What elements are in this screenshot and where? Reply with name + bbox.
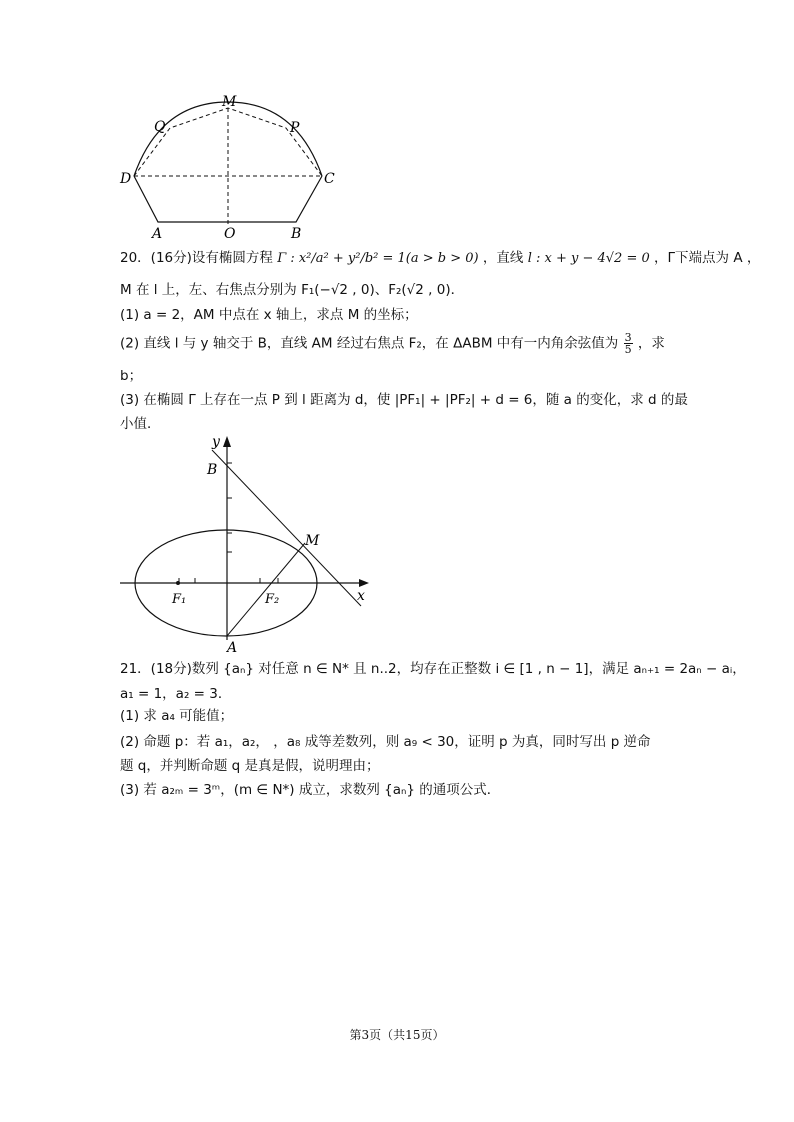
q21-part2: (2) 命题 p：若 a₁，a₂， ，a₈ 成等差数列，则 a₉ < 30，证明 p 为真，同时写出 p 逆命 <box>120 734 651 750</box>
label-F2: F₂ <box>265 592 280 607</box>
fraction-denominator: 5 <box>624 343 632 356</box>
x-axis-arrow <box>359 579 369 587</box>
q20-part3-cont: 小值． <box>120 416 161 432</box>
label-F1: F₁ <box>172 592 187 607</box>
q20-part1: (1) a = 2，AM 中点在 x 轴上，求点 M 的坐标； <box>120 307 418 323</box>
q20-fraction <box>624 332 633 355</box>
label-B: B <box>207 462 218 478</box>
y-axis-arrow <box>223 436 231 447</box>
q20-tail: ，Γ下端点为 A ， <box>654 250 761 266</box>
q21-part1: (1) 求 a₄ 可能值； <box>120 708 234 724</box>
q20-part2-text: (2) 直线 l 与 y 轴交于 B，直线 AM 经过右焦点 F₂，在 ΔABM 中有一内角余弦值为 <box>120 335 619 352</box>
label-B: B <box>291 226 302 240</box>
label-A: A <box>227 640 238 655</box>
q21-part2-cont: 题 q，并判断命题 q 是真是假，说明理由； <box>120 758 380 774</box>
q20-part3: (3) 在椭圆 Γ 上存在一点 P 到 l 距离为 d，使 |PF₁| + |PF₂| + d = 6，随 a 的变化，求 d 的最 <box>120 392 688 408</box>
q21-line1: 21．(18分)数列 {aₙ} 对任意 n ∈ N* 且 n..2，均存在正整数 i ∈ [1 , n − 1]，满足 aₙ₊₁ = 2aₙ − aᵢ， <box>120 661 746 677</box>
fraction-numerator: 3 <box>624 331 632 344</box>
q20-head: 20．(16分)设有椭圆方程 <box>120 250 273 266</box>
q20-mid: ，直线 <box>482 250 524 266</box>
figure-arc-pentagon <box>110 90 350 240</box>
label-x: x <box>357 588 365 604</box>
page-footer: 第3页（共15页） <box>349 1028 445 1042</box>
q21-part3: (3) 若 a₂ₘ = 3ᵐ，(m ∈ N*) 成立，求数列 {aₙ} 的通项公式． <box>120 782 501 798</box>
label-P: P <box>290 120 300 136</box>
label-y: y <box>212 434 220 450</box>
f1-point <box>176 581 180 585</box>
label-M: M <box>222 94 237 110</box>
figure-ellipse <box>115 430 380 655</box>
label-M: M <box>305 533 320 549</box>
label-D: D <box>120 171 132 187</box>
label-O: O <box>224 226 236 240</box>
q20-part2-cont: b； <box>120 368 143 384</box>
label-A: A <box>152 226 163 240</box>
line-am <box>227 543 305 636</box>
q20-ellipse-eq: Γ : x²/a² + y²/b² = 1(a > b > 0) <box>277 251 479 266</box>
q20-line1 <box>120 248 760 269</box>
q20-line-eq: l : x + y − 4√2 = 0 <box>527 251 650 266</box>
q20-part2-tail: ，求 <box>637 335 665 352</box>
label-C: C <box>324 171 335 187</box>
q21-line2: a₁ = 1，a₂ = 3． <box>120 686 232 702</box>
label-Q: Q <box>154 119 166 135</box>
q20-part2 <box>120 332 665 355</box>
q20-line2: M 在 l 上，左、右焦点分别为 F₁(−√2 , 0)、F₂(√2 , 0)． <box>120 282 465 298</box>
